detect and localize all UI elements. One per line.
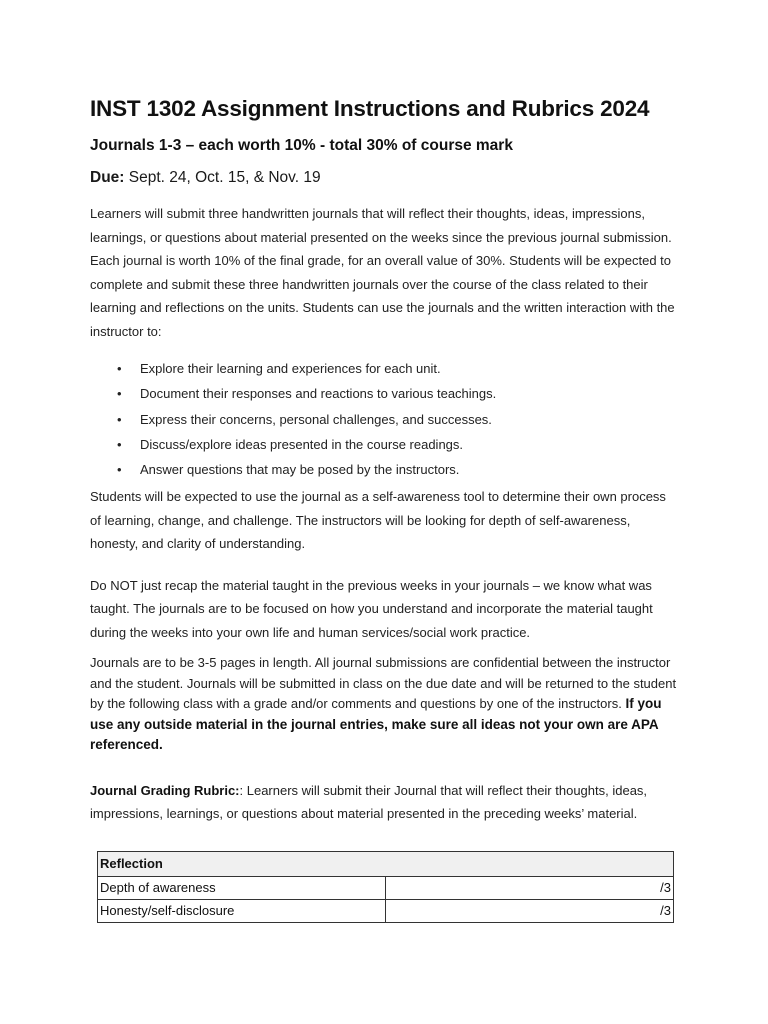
table-row: [98, 900, 674, 923]
list-item: • Answer questions that may be posed by the instructors.: [140, 457, 680, 482]
document-body: [90, 94, 680, 826]
document-title: INST 1302 Assignment Instructions and Rubrics 2024: [90, 96, 650, 121]
journals-subtitle: Journals 1-3 – each worth 10% - total 30% of course mark: [90, 137, 513, 154]
grading-rubric-label: Journal Grading Rubric:: [90, 782, 240, 798]
grading-rubric-text: : Learners will submit their Journal that will reflect their thoughts, ideas, impressions, learnings, or questions about material presented in the preceding weeks’ material.: [90, 782, 648, 822]
intro-paragraph: Learners will submit three handwritten journals that will reflect their thoughts, ideas, impressions, learnings, or questions about material presented on the weeks since the previous journal submission. Each journal is worth 10% of the final grade, for an overall value of 30%. Students will be expected to complete and submit these three handwritten journals over the course of the class related to their learning and reflections on the units. Students can use the journals and the written interaction with the instructor to:: [90, 206, 675, 339]
journal-length-text: Journals are to be 3-5 pages in length. All journal submissions are confidential between the instructor and the student. Journals will be submitted in class on the due date and will be returned to the student by the following class with a grade and/or comments and questions by one of the instructors.: [90, 655, 677, 712]
list-item: • Discuss/explore ideas presented in the course readings.: [140, 432, 680, 457]
due-label: Due:: [90, 169, 125, 186]
list-item: • Document their responses and reactions to various teachings.: [140, 381, 680, 406]
apa-reference-note: If you use any outside material in the journal entries, make sure all ideas not your own are APA referenced.: [90, 696, 662, 753]
due-dates-line: [90, 166, 680, 190]
due-dates: Sept. 24, Oct. 15, & Nov. 19: [128, 169, 321, 186]
criterion-cell: Honesty/self-disclosure: [98, 900, 386, 923]
criterion-cell: Depth of awareness: [98, 877, 386, 900]
grading-rubric-paragraph: [90, 779, 680, 826]
do-not-recap-paragraph: Do NOT just recap the material taught in the previous weeks in your journals – we know what was taught. The journals are to be focused on how you understand and incorporate the material taught during the weeks into your own life and human services/social work practice.: [90, 577, 653, 640]
table-header-reflection: Reflection: [98, 852, 674, 877]
table-header-row: [98, 852, 674, 877]
score-cell: /3: [386, 877, 674, 900]
table-row: [98, 877, 674, 900]
self-awareness-paragraph: Students will be expected to use the journal as a self-awareness tool to determine their own process of learning, change, and challenge. The instructors will be looking for depth of self-awareness, honesty, and clarity of understanding.: [90, 489, 666, 552]
list-item: • Express their concerns, personal challenges, and successes.: [140, 407, 680, 432]
score-cell: /3: [386, 900, 674, 923]
rubric-table: [97, 851, 674, 923]
journal-length-paragraph: [90, 653, 680, 756]
list-item: • Explore their learning and experiences for each unit.: [140, 356, 680, 381]
journal-purpose-list: [90, 356, 680, 482]
